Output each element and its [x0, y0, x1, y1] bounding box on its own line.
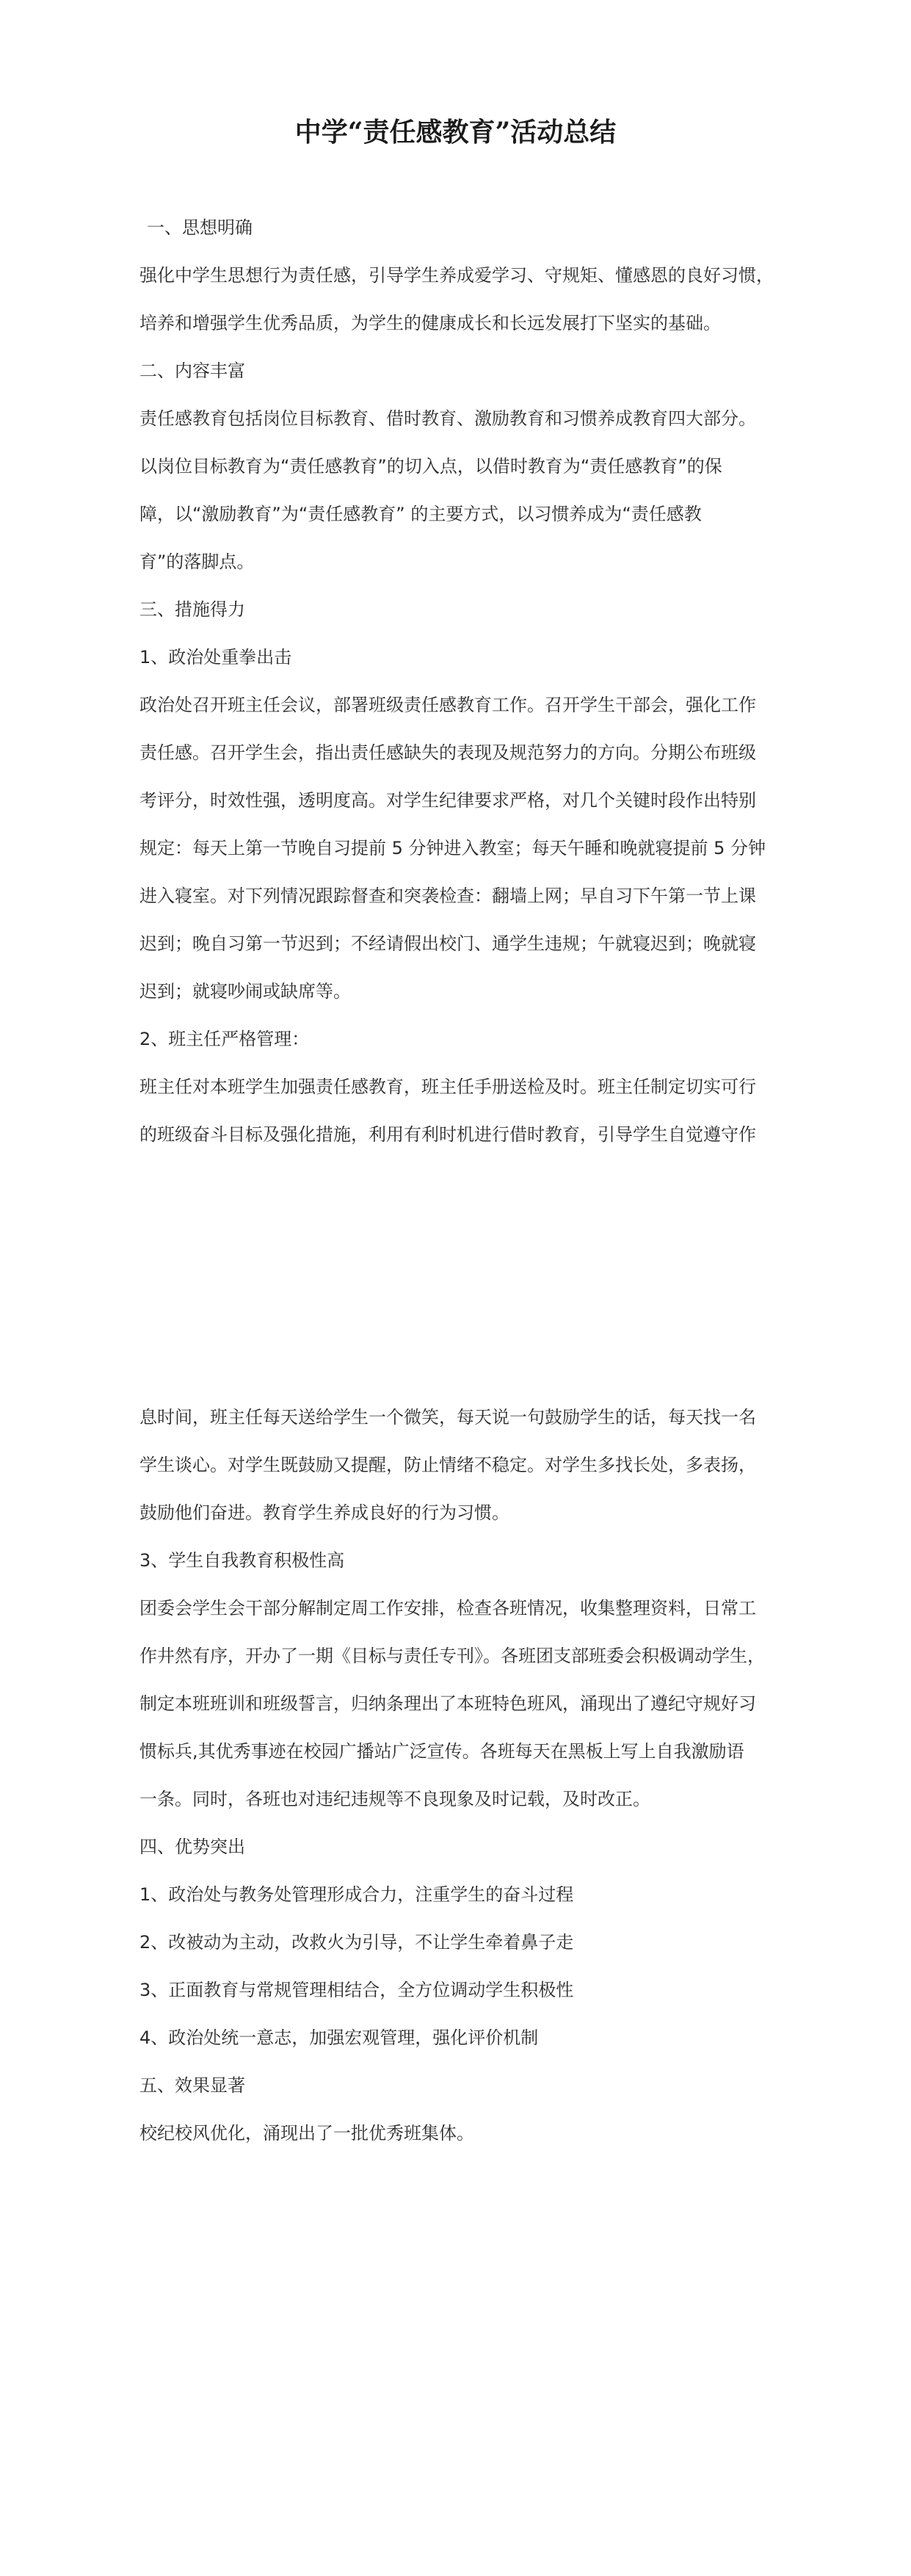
- paragraph-line: 进入寝室。对下列情况跟踪督查和突袭检查：翻墙上网；早自习下午第一节上课: [139, 886, 756, 906]
- paragraph-line: 鼓励他们奋进。教育学生养成良好的行为习惯。: [139, 1502, 509, 1523]
- heading-advantages: 四、优势突出: [139, 1837, 245, 1857]
- subheading-self-education: 3、学生自我教育积极性高: [139, 1550, 345, 1571]
- paragraph-line: 培养和增强学生优秀品质，为学生的健康成长和长远发展打下坚实的基础。: [139, 313, 721, 333]
- paragraph-line: 学生谈心。对学生既鼓励又提醒，防止情绪不稳定。对学生多找长处，多表扬，: [139, 1455, 756, 1475]
- paragraph-line: 障，以“激励教育”为“责任感教育” 的主要方式，以习惯养成为“责任感教: [139, 504, 702, 524]
- heading-thinking: 一、思想明确: [147, 217, 253, 238]
- paragraph-line: 责任感教育包括岗位目标教育、借时教育、激励教育和习惯养成教育四大部分。: [139, 408, 756, 429]
- paragraph-line: 息时间，班主任每天送给学生一个微笑，每天说一句鼓励学生的话，每天找一名: [139, 1407, 756, 1428]
- list-item: 1、政治处与教务处管理形成合力，注重学生的奋斗过程: [139, 1884, 574, 1905]
- paragraph-line: 政治处召开班主任会议，部署班级责任感教育工作。召开学生干部会，强化工作: [139, 695, 756, 715]
- paragraph-line: 班主任对本班学生加强责任感教育，班主任手册送检及时。班主任制定切实可行: [139, 1077, 756, 1097]
- heading-results: 五、效果显著: [139, 2075, 245, 2096]
- paragraph-line: 育”的落脚点。: [139, 551, 255, 572]
- list-item: 4、政治处统一意志，加强宏观管理，强化评价机制: [139, 2027, 539, 2048]
- paragraph-line: 的班级奋斗目标及强化措施，利用有利时机进行借时教育，引导学生自觉遵守作: [139, 1124, 756, 1145]
- paragraph-line: 迟到；晚自习第一节迟到；不经请假出校门、通学生违规；午就寝迟到；晚就寝: [139, 933, 756, 954]
- body-section-2: [139, 1394, 785, 2157]
- paragraph-line: 团委会学生会干部分解制定周工作安排，检查各班情况，收集整理资料，日常工: [139, 1598, 756, 1618]
- list-item: 2、改被动为主动，改救火为引导，不让学生牵着鼻子走: [139, 1932, 574, 1953]
- list-item: 3、正面教育与常规管理相结合，全方位调动学生积极性: [139, 1980, 574, 2000]
- heading-content: 二、内容丰富: [139, 361, 245, 381]
- paragraph-line: 规定：每天上第一节晚自习提前 5 分钟进入教室；每天午睡和晚就寝提前 5 分钟: [139, 838, 766, 858]
- paragraph-line: 迟到；就寝吵闹或缺席等。: [139, 981, 351, 1002]
- paragraph-line: 强化中学生思想行为责任感，引导学生养成爱学习、守规矩、懂感恩的良好习惯，: [139, 265, 774, 286]
- paragraph-line: 校纪校风优化，涌现出了一批优秀班集体。: [139, 2123, 474, 2143]
- subheading-politics: 1、政治处重拳出击: [139, 647, 292, 667]
- paragraph-line: 惯标兵,其优秀事迹在校园广播站广泛宣传。各班每天在黑板上写上自我激励语: [139, 1741, 744, 1762]
- paragraph-line: 责任感。召开学生会，指出责任感缺失的表现及规范努力的方向。分期公布班级: [139, 742, 756, 763]
- subheading-headteacher: 2、班主任严格管理：: [139, 1029, 310, 1049]
- paragraph-line: 以岗位目标教育为“责任感教育”的切入点，以借时教育为“责任感教育”的保: [139, 456, 722, 477]
- document-title: 中学“责任感教育”活动总结: [294, 117, 617, 148]
- body-section-1: [139, 204, 785, 1159]
- paragraph-line: 一条。同时，各班也对违纪违规等不良现象及时记载，及时改正。: [139, 1789, 650, 1809]
- paragraph-line: 考评分，时效性强，透明度高。对学生纪律要求严格，对几个关键时段作出特别: [139, 790, 756, 811]
- paragraph-line: 作井然有序，开办了一期《目标与责任专刊》。各班团支部班委会积极调动学生，: [139, 1646, 765, 1666]
- heading-measures: 三、措施得力: [139, 599, 245, 620]
- paragraph-line: 制定本班班训和班级誓言，归纳条理出了本班特色班风，涌现出了遵纪守规好习: [139, 1693, 756, 1714]
